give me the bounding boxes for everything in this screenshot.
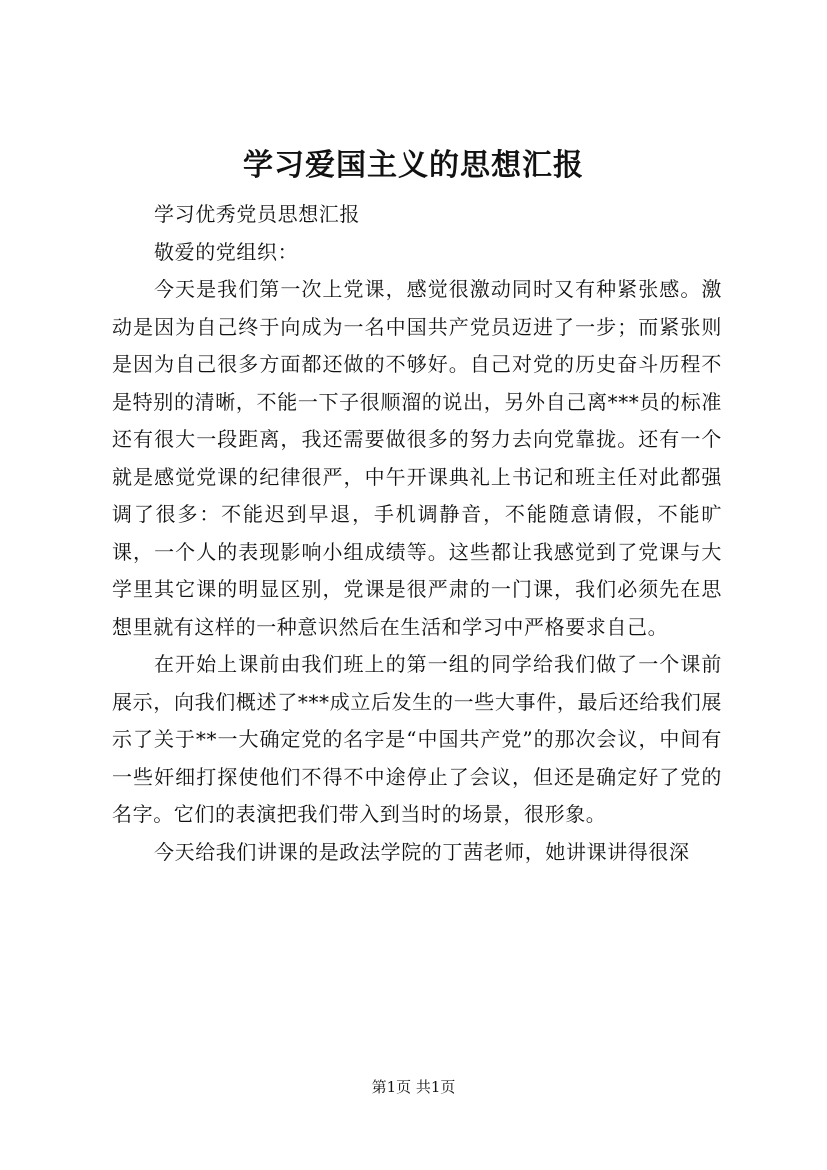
- document-title: 学习爱国主义的思想汇报: [243, 148, 584, 183]
- paragraph-salutation: 敬爱的党组织：: [154, 239, 299, 264]
- document-body: [112, 196, 722, 871]
- paragraph-first-class: 今天是我们第一次上党课，感觉很激动同时又有种紧张感。激动是因为自己终于向成为一名中国共产党员迈进了一步；而紧张则是因为自己很多方面都还做的不够好。自己对党的历史奋斗历程不是特别的清晰，不能一下子很顺溜的说出，另外自己离***员的标准还有很大一段距离，我还需要做很多的努力去向党靠拢。还有一个就是感觉党课的纪律很严，中午开课典礼上书记和班主任对此都强调了很多：不能迟到早退，手机调静音，不能随意请假，不能旷课，一个人的表现影响小组成绩等。这些都让我感觉到了党课与大学里其它课的明显区别，党课是很严肃的一门课，我们必须先在思想里就有这样的一种意识然后在生活和学习中严格要求自己。: [112, 277, 722, 639]
- paragraph-class-presentation: 在开始上课前由我们班上的第一组的同学给我们做了一个课前展示，向我们概述了***成立后发生的一些大事件，最后还给我们展示了关于**一大确定党的名字是“中国共产党”的那次会议，中间有一些奸细打探使他们不得不中途停止了会议，但还是确定好了党的名字。它们的表演把我们带入到当时的场景，很形象。: [112, 652, 722, 826]
- page-number-footer: 第1页 共1页: [371, 1078, 456, 1096]
- paragraph-teacher: 今天给我们讲课的是政法学院的丁茜老师，她讲课讲得很深: [154, 839, 690, 864]
- paragraph-subtitle: 学习优秀党员思想汇报: [154, 202, 360, 226]
